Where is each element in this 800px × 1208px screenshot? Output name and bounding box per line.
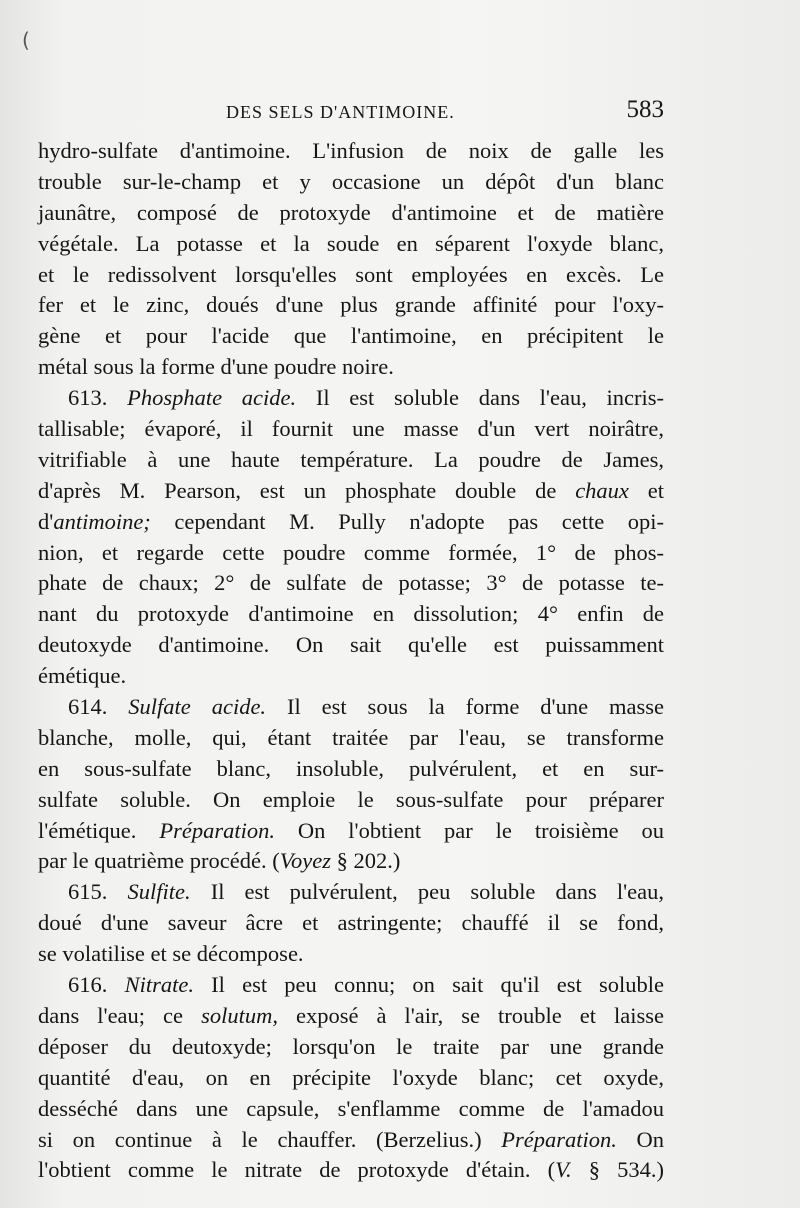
paragraph-613-start: 613. Phosphate acide. Il est soluble dans l'eau, incris- [68,385,665,411]
text-line: desséché dans une capsule, s'enflamme comme de l'amadou [38,1095,664,1121]
text-line: nion, et regarde cette poudre comme formée, 1° de phos- [38,539,664,565]
text-line: fer et le zinc, doués d'une plus grande affinité pour l'oxy- [38,292,664,318]
text-line: nant du protoxyde d'antimoine en dissolution; 4° enfin de [38,601,664,627]
text-line: végétale. La potasse et la soude en séparent l'oxyde blanc, [38,230,664,256]
running-title: DES SELS D'ANTIMOINE. [226,102,455,122]
text-line: en sous-sulfate blanc, insoluble, pulvérulent, et en sur- [38,755,664,781]
body-text [38,136,664,1186]
text-line: blanche, molle, qui, étant traitée par l'eau, se transforme [38,724,664,750]
text-line: gène et pour l'acide que l'antimoine, en précipitent le [38,323,664,349]
text-line: hydro-sulfate d'antimoine. L'infusion de noix de galle les [38,138,664,163]
text-line: tallisable; évaporé, il fournit une masse d'un vert noirâtre, [38,416,664,442]
text-line: trouble sur-le-champ et y occasione un dépôt d'un blanc [38,168,664,194]
margin-mark: ( [22,28,30,52]
text-line: quantité d'eau, on en précipite l'oxyde blanc; cet oxyde, [38,1064,664,1090]
text-line-solutum: dans l'eau; ce solutum, exposé à l'air, se trouble et laisse [38,1002,664,1028]
text-line-v: l'obtient comme le nitrate de protoxyde d'étain. (V. § 534.) [38,1157,664,1183]
text-line-antimoine: d'antimoine; cependant M. Pully n'adopte pas cette opi- [38,508,664,534]
text-line: jaunâtre, composé de protoxyde d'antimoine et de matière [38,199,664,225]
paragraph-616-start: 616. Nitrate. Il est peu connu; on sait qu'il est soluble [68,972,664,998]
text-line: se volatilise et se décompose. [38,941,304,967]
italic-term: Nitrate. [124,972,194,998]
text-line-preparation: l'émétique. Préparation. On l'obtient par le troisième ou [38,817,664,843]
paragraph-614-start: 614. Sulfate acide. Il est sous la forme d'une masse [68,694,664,720]
italic-term: Voyez [279,848,331,874]
italic-term: Préparation. [159,817,275,843]
italic-term: Préparation. [501,1126,617,1152]
italic-term: V. [555,1157,572,1183]
text-line: deutoxyde d'antimoine. On sait qu'elle est puissamment [38,632,664,658]
text-line-voyez: par le quatrième procédé. (Voyez § 202.) [38,848,401,874]
italic-term: chaux [575,477,629,503]
text-line: vitrifiable à une haute température. La poudre de James, [38,446,664,472]
paragraph-615-start: 615. Sulfite. Il est pulvérulent, peu soluble dans l'eau, [68,879,665,905]
italic-term: solutum, [201,1002,278,1028]
page-number: 583 [626,96,664,123]
text-line: doué d'une saveur âcre et astringente; chauffé il se fond, [38,910,664,936]
text-line: sulfate soluble. On emploie le sous-sulfate pour préparer [38,786,664,812]
italic-term: Phosphate acide. [127,385,297,411]
italic-term: Sulfate acide. [128,694,267,720]
text-line: métal sous la forme d'une poudre noire. [38,354,394,380]
italic-term: Sulfite. [127,879,191,905]
text-line-chaux: d'après M. Pearson, est un phosphate double de chaux et [38,477,664,503]
italic-term: antimoine; [53,508,151,534]
text-line: émétique. [38,663,127,689]
text-line: et le redissolvent lorsqu'elles sont employées en excès. Le [38,261,664,287]
text-line: phate de chaux; 2° de sulfate de potasse; 3° de potasse te- [38,570,664,596]
text-line-preparation-2: si on continue à le chauffer. (Berzelius.) Préparation. On [38,1126,665,1152]
text-line: déposer du deutoxyde; lorsqu'on le traite par une grande [38,1033,664,1059]
page-header [38,96,668,130]
